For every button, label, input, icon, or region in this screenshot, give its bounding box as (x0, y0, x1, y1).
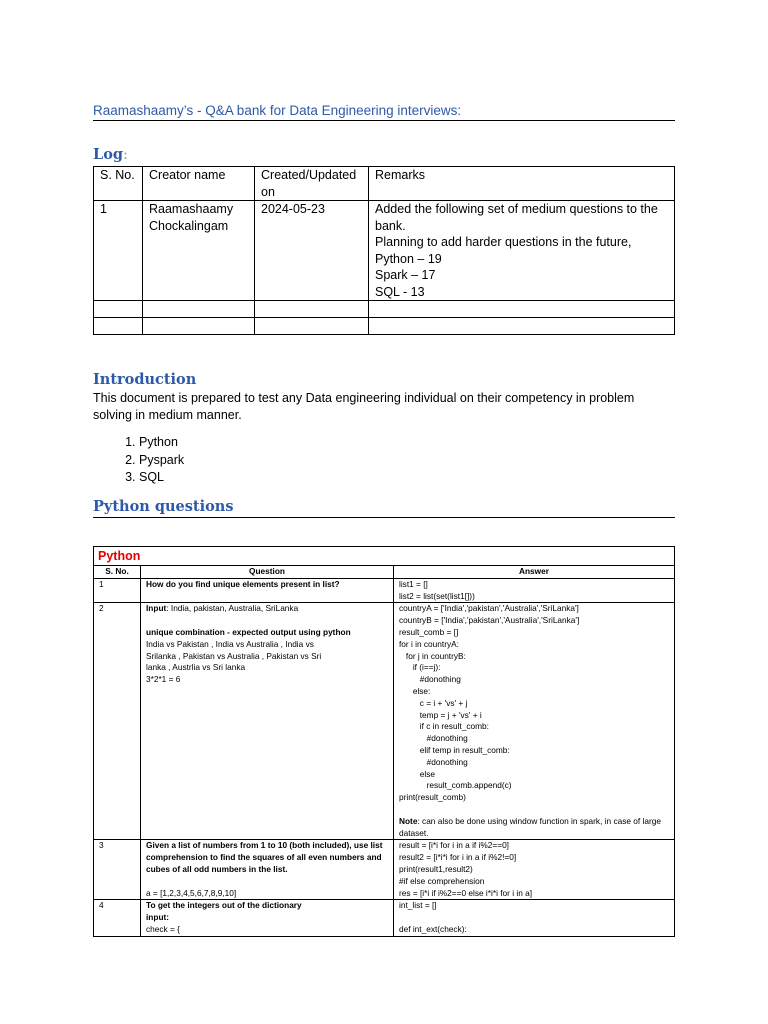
code-line: c = i + 'vs' + j (399, 697, 468, 708)
topic-item: 3. SQL (139, 469, 184, 487)
log-header-sno: S. No. (94, 167, 143, 201)
log-header-remarks: Remarks (369, 167, 675, 201)
log-table (93, 166, 675, 335)
code-line: for i in countryA: (399, 638, 459, 649)
code-line (399, 912, 669, 924)
code-line: if (i==j): (399, 662, 441, 673)
log-sno: 1 (94, 201, 143, 301)
introduction-heading: Introduction (93, 371, 197, 388)
code-line: #if else comprehension (399, 875, 485, 886)
q3-question-text: Given a list of numbers from 1 to 10 (both included), use list comprehension to find the squares of all even numbers and cubes of all odd numbers in the list. (146, 840, 383, 874)
code-line: result_comb = [] (399, 626, 459, 637)
code-line: int_list = [] (399, 900, 437, 911)
code-line: list2 = list(set(list1[])) (399, 590, 475, 601)
code-line: countryA = ['India','pakistan','Australia','SriLanka'] (399, 603, 579, 614)
code-line: else: (399, 685, 431, 696)
q2-input (146, 603, 388, 615)
qa-answer (394, 840, 675, 900)
code-line: else (399, 768, 435, 779)
qa-table-title: Python (94, 547, 675, 566)
code-line: elif temp in result_comb: (399, 744, 510, 755)
topic-item: 2. Pyspark (139, 452, 184, 470)
q2-combo-title: unique combination - expected output using python (146, 626, 351, 637)
topic-item: 1. Python (139, 434, 184, 452)
qa-answer (394, 578, 675, 603)
qa-question (141, 840, 394, 900)
qa-answer (394, 900, 675, 936)
code-line: result = [i*i for i in a if i%2==0] (399, 840, 509, 851)
log-remark-line: SQL - 13 (375, 284, 425, 299)
code-line: #donothing (399, 756, 468, 767)
qa-title-row (94, 547, 675, 566)
log-empty-row (94, 301, 675, 318)
code-line: print(result1,result2) (399, 863, 473, 874)
qa-row-3 (94, 840, 675, 900)
code-line: res = [i*i if i%2==0 else i*i*i for i in a] (399, 887, 533, 898)
code-line: temp = j + 'vs' + i (399, 709, 482, 720)
code-line: result_comb.append(c) (399, 780, 512, 791)
log-heading-colon: : (123, 147, 128, 163)
qa-header-answer: Answer (394, 566, 675, 579)
q2-input-label: Input (146, 603, 167, 614)
log-header-row (94, 167, 675, 201)
log-remark-line: Spark – 17 (375, 268, 436, 282)
q2-combo-line: 3*2*1 = 6 (146, 674, 181, 685)
log-creator: Raamashaamy Chockalingam (143, 201, 255, 301)
qa-header-sno: S. No. (94, 566, 141, 579)
introduction-text: This document is prepared to test any Data engineering individual on their competency in problem solving in medium manner. (93, 391, 635, 422)
topic-list (93, 434, 184, 487)
code-line: list1 = [] (399, 578, 428, 589)
q2-combo-line: India vs Pakistan , India vs Australia , India vs (146, 638, 314, 649)
python-questions-heading: Python questions (93, 498, 675, 518)
code-line: result2 = [i*i*i for i in a if i%2!=0] (399, 852, 517, 863)
qa-sno: 4 (94, 900, 141, 936)
log-remark-line: Added the following set of medium questions to the bank. (375, 202, 658, 233)
qa-row-2 (94, 603, 675, 840)
log-row (94, 201, 675, 301)
qa-answer (394, 603, 675, 840)
q4-check-line: check = { (146, 923, 180, 934)
qa-header-row (94, 566, 675, 579)
log-empty-row (94, 318, 675, 335)
log-heading-text: Log (93, 146, 124, 163)
q3-list-line: a = [1,2,3,4,5,6,7,8,9,10] (146, 887, 237, 898)
q2-input-value: : India, pakistan, Australia, SriLanka (166, 603, 299, 614)
q4-input-label: input: (146, 912, 170, 923)
qa-row-4 (94, 900, 675, 936)
q2-note-text: : can also be done using window function in spark, in case of large dataset. (399, 815, 661, 838)
code-line: #donothing (399, 674, 461, 685)
code-line: print(result_comb) (399, 792, 466, 803)
code-line: for j in countryB: (399, 650, 466, 661)
code-line: def int_ext(check): (399, 923, 467, 934)
code-line: if c in result_comb: (399, 721, 489, 732)
q2-combo-line: lanka , Austrlia vs Sri lanka (146, 662, 246, 673)
log-heading (93, 146, 128, 163)
qa-sno: 3 (94, 840, 141, 900)
q4-question-text: To get the integers out of the dictionary (146, 900, 302, 911)
log-remarks (369, 201, 675, 301)
q2-note-label: Note (399, 815, 418, 826)
qa-header-question: Question (141, 566, 394, 579)
qa-question (141, 900, 394, 936)
code-line: countryB = ['India','pakistan','Australia','SriLanka'] (399, 615, 580, 626)
qa-sno: 2 (94, 603, 141, 840)
qa-row-1 (94, 578, 675, 603)
code-line: #donothing (399, 733, 468, 744)
log-header-date: Created/Updated on (255, 167, 369, 201)
log-remark-line: Python – 19 (375, 251, 442, 266)
document-title: Raamashaamy’s - Q&A bank for Data Engineering interviews: (93, 103, 675, 121)
log-date: 2024-05-23 (255, 201, 369, 301)
q2-combo-line: Srilanka , Pakistan vs Australia , Pakistan vs Sri (146, 650, 322, 661)
qa-question (141, 603, 394, 840)
log-header-creator: Creator name (143, 167, 255, 201)
qa-question: How do you find unique elements present in list? (141, 578, 394, 603)
log-remark-line: Planning to add harder questions in the future, (375, 235, 632, 249)
q2-note (399, 816, 669, 840)
python-qa-table (93, 546, 675, 937)
qa-sno: 1 (94, 578, 141, 603)
